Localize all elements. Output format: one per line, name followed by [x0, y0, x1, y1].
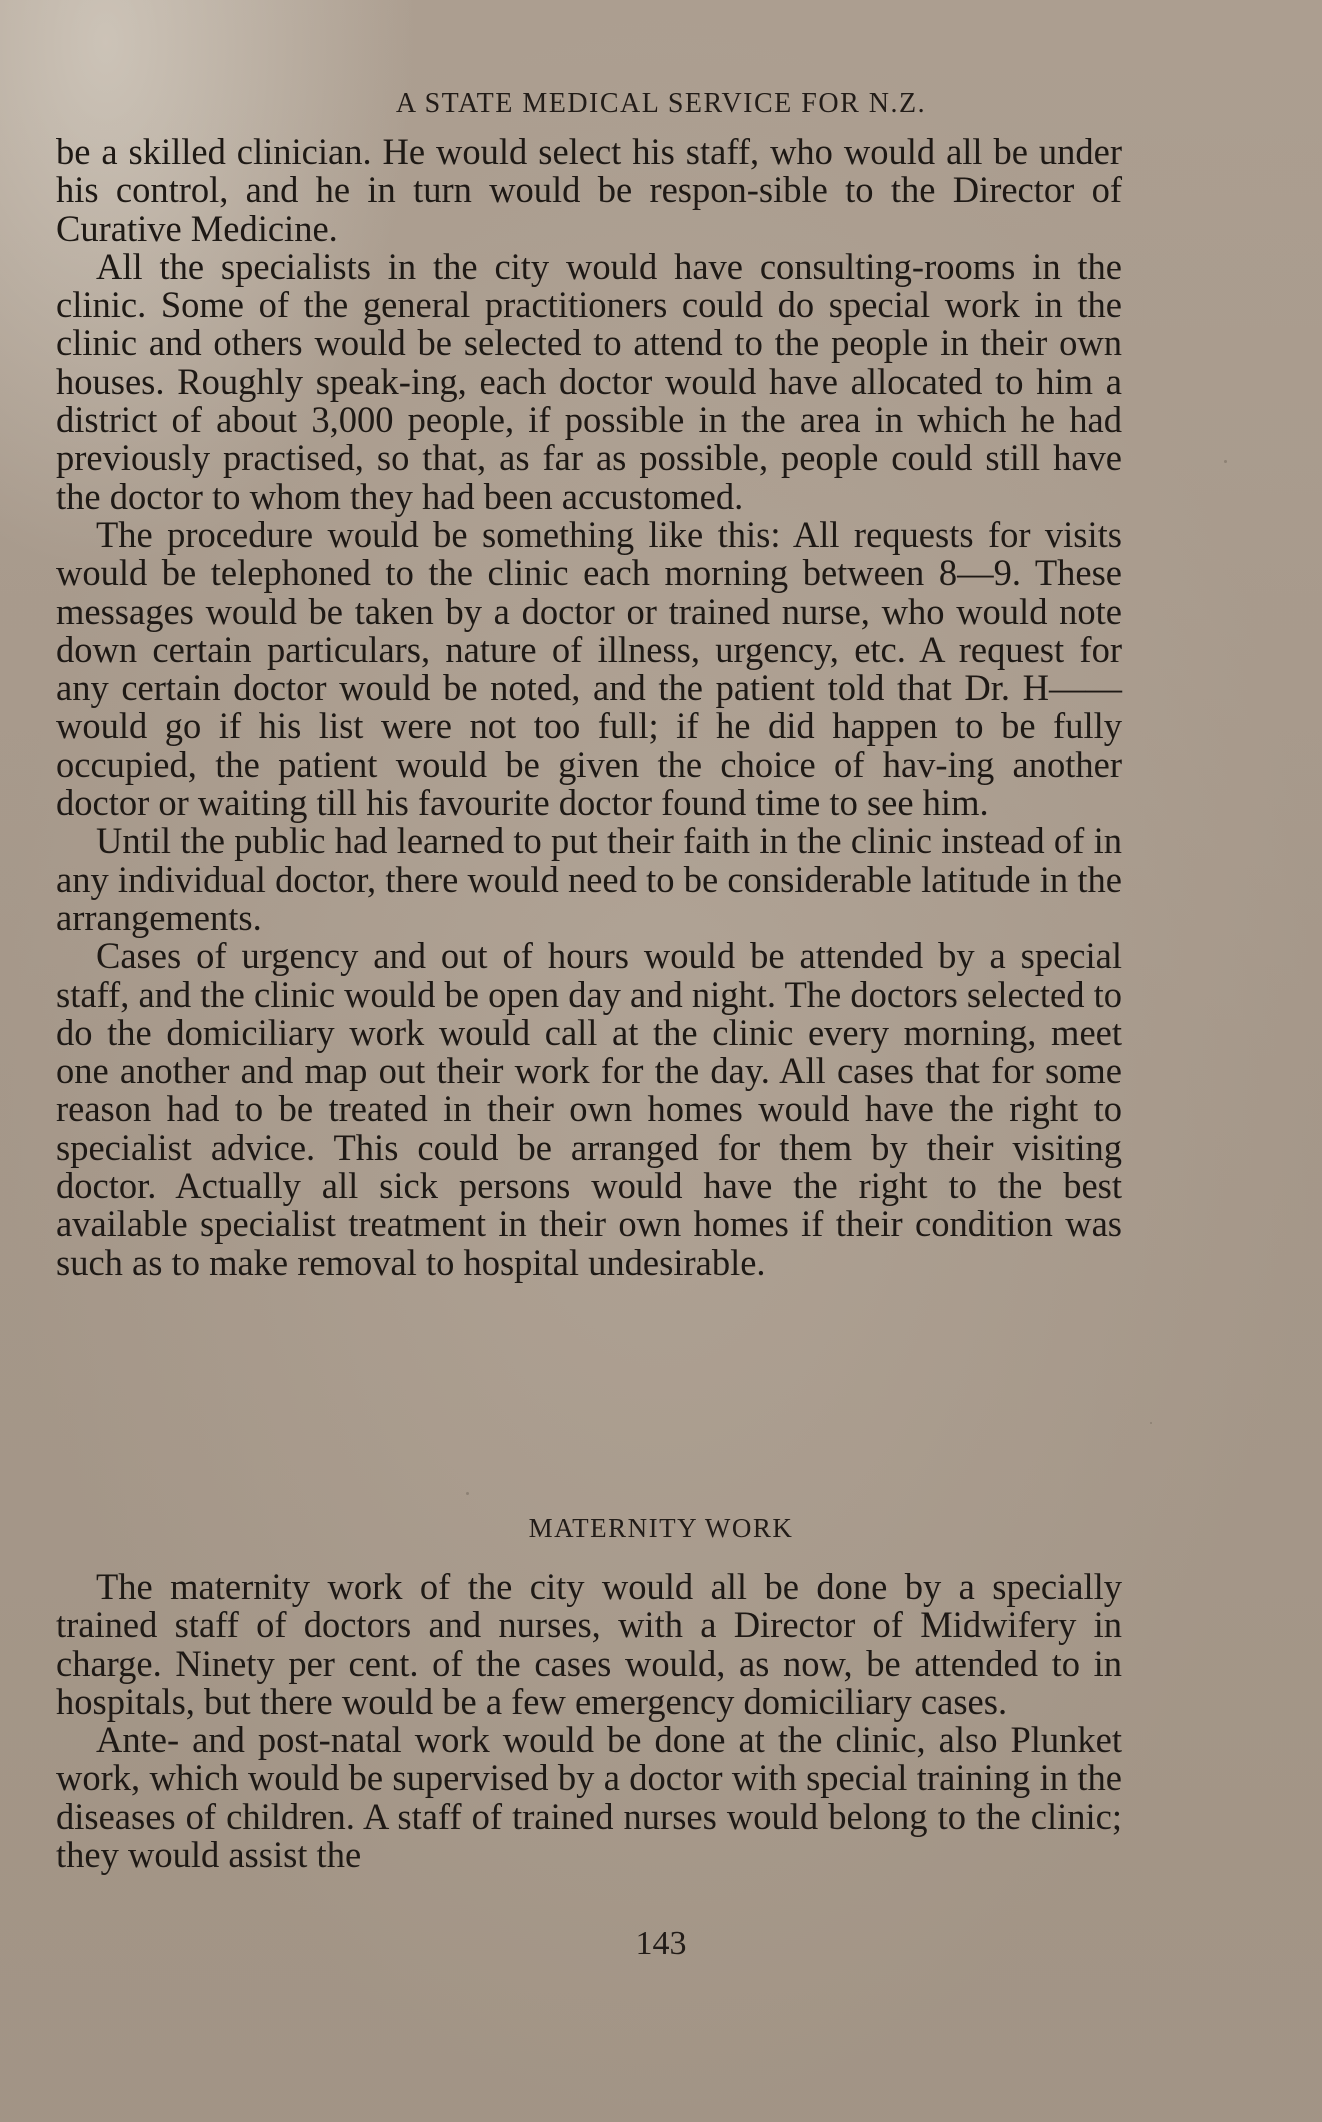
paragraph: Cases of urgency and out of hours would be attended by a special staff, and the clinic would be open day and night. The doctors selected to do the domiciliary work would call at the clinic every morning, meet one another and map out their work for the day. All cases that for some reason had to be treated in their own homes would have the right to specialist advice. This could be arranged for them by their visiting doctor. Actually all sick persons would have the right to the best available specialist treatment in their own homes if their condition was such as to make removal to hospital undesirable.: [56, 935, 1122, 1283]
paper-speck: [1224, 460, 1227, 463]
paragraph: Ante- and post-natal work would be done at the clinic, also Plunket work, which would be supervised by a doctor with special training in the diseases of children. A staff of trained nurses would belong to the clinic; they would assist the: [56, 1719, 1122, 1876]
running-head: A STATE MEDICAL SERVICE FOR N.Z.: [395, 88, 927, 119]
body-text-bottom: [56, 1568, 1122, 1874]
paragraph: The maternity work of the city would all be done by a specially trained staff of doctors and nurses, with a Director of Midwifery in charge. Ninety per cent. of the cases would, as now, be attended to in hospitals, but there would be a few emergency domiciliary cases.: [56, 1566, 1122, 1722]
section-heading: MATERNITY WORK: [528, 1513, 794, 1543]
paragraph: be a skilled clinician. He would select his staff, who would all be under his control, and he in turn would be respon-sible to the Director of Curative Medicine.: [56, 131, 1122, 249]
paragraph: All the specialists in the city would have consulting-rooms in the clinic. Some of the general practitioners could do special work in the clinic and others would be selected to attend to the people in their own houses. Roughly speak-ing, each doctor would have allocated to him a district of about 3,000 people, if possible in the area in which he had previously practised, so that, as far as possible, people could still have the doctor to whom they had been accustomed.: [56, 245, 1122, 517]
paragraph: Until the public had learned to put their faith in the clinic instead of in any individual doctor, there would need to be considerable latitude in the arrangements.: [56, 820, 1122, 938]
paper-speck: [466, 1492, 469, 1495]
paper-speck: [1150, 1422, 1152, 1424]
body-text-top: [56, 133, 1122, 1282]
paragraph: The procedure would be something like this: All requests for visits would be telephoned to the clinic each morning between 8—9. These messages would be taken by a doctor or trained nurse, who would note down certain particulars, nature of illness, urgency, etc. A request for any certain doctor would be noted, and the patient told that Dr. H—— would go if his list were not too full; if he did happen to be fully occupied, the patient would be given the choice of hav-ing another doctor or waiting till his favourite doctor found time to see him.: [56, 513, 1122, 824]
page-number: 143: [635, 1925, 687, 1962]
